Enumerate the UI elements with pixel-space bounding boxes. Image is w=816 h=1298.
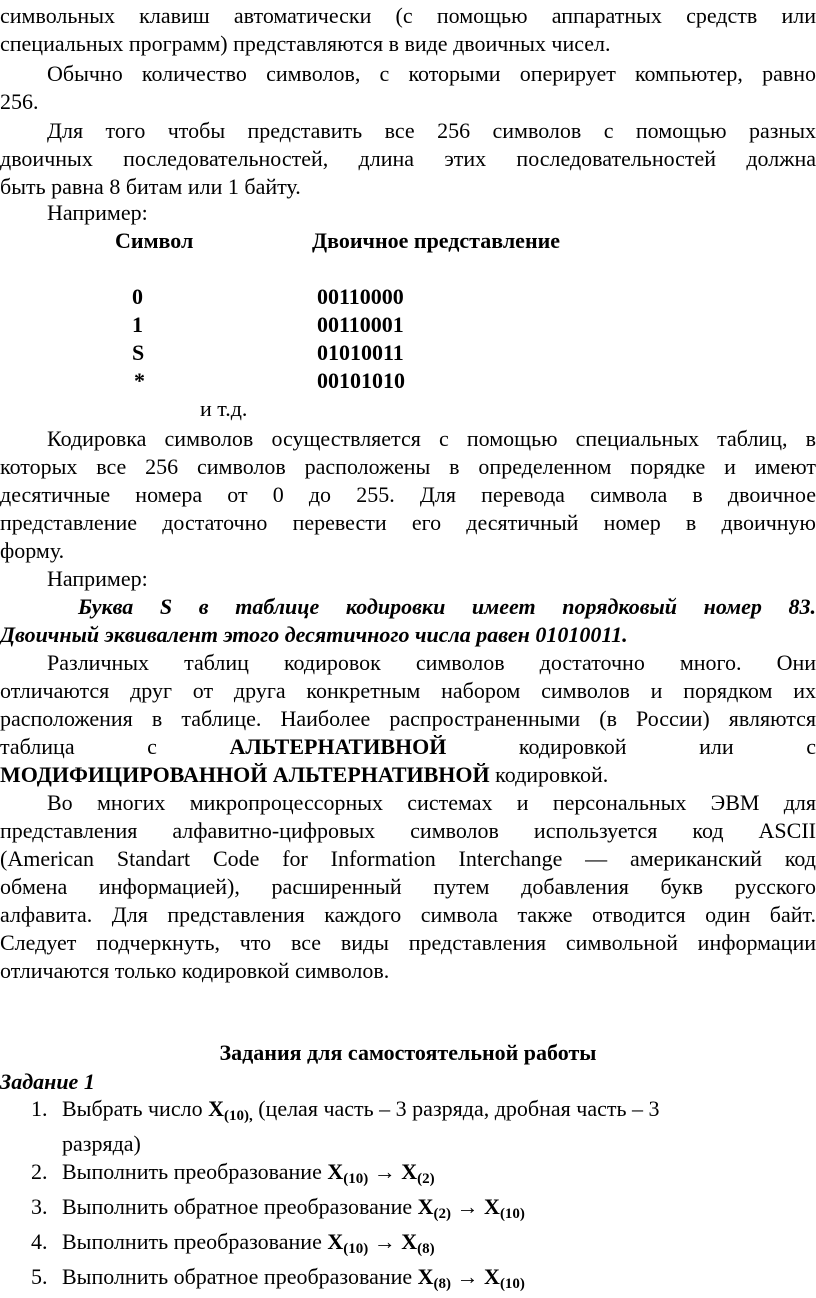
text-line: Различных таблиц кодировок символов достаточно много. Они xyxy=(47,650,816,675)
table-row-symbol: * xyxy=(134,368,145,393)
paragraph-ascii xyxy=(0,789,816,985)
text-line: десятичные номера от 0 до 255. Для перевода символа в двоичное xyxy=(0,482,816,507)
text-line: двоичных последовательностей, длина этих последовательностей должна xyxy=(0,146,816,171)
text-line: Во многих микропроцессорных системах и персональных ЭВМ для xyxy=(47,790,816,815)
table-row-binary: 00101010 xyxy=(317,368,405,393)
list-item: 1. Выбрать число $X_{(10),}$ (целая часть – 3 разряда, дробная часть – 3 разряда) xyxy=(31,1096,660,1156)
list-item: 3. Выполнить обратное преобразование $X_{(2)} \to X_{(10)}$ xyxy=(31,1194,525,1222)
table-row-binary: 01010011 xyxy=(317,340,404,365)
example-label: Например: xyxy=(47,200,148,225)
table-etc: и т.д. xyxy=(200,396,248,421)
text-line: быть равна 8 битам или 1 байту. xyxy=(0,174,301,199)
list-item: 4. Выполнить преобразование $X_{(10)} \to X_{(8)}$ xyxy=(31,1229,435,1257)
table-row-symbol: S xyxy=(132,340,145,365)
text-line: символьных клавиш автоматически (с помощью аппаратных средств или xyxy=(0,3,816,28)
task-title: Задание 1 xyxy=(0,1069,95,1094)
text-line: Буква S в таблице кодировки имеет порядковый номер 83. xyxy=(78,594,816,619)
paragraph-continuation xyxy=(0,2,816,58)
table-row-binary: 00110000 xyxy=(317,284,404,309)
text-line: отличаются только кодировкой символов. xyxy=(0,958,390,983)
text-line: Двоичный эквивалент этого десятичного числа равен 01010011. xyxy=(0,622,628,647)
text-line: обмена информацией), расширенный путем добавления букв русского xyxy=(0,874,816,899)
text-line: которых все 256 символов расположены в определенном порядке и имеют xyxy=(0,454,816,479)
text-line: таблица с АЛЬТЕРНАТИВНОЙ кодировкой или с xyxy=(0,734,816,759)
table-header-symbol: Символ xyxy=(115,228,194,253)
list-item: 5. Выполнить обратное преобразование $X_{(8)} \to X_{(10)}$ xyxy=(31,1264,525,1292)
table-row-binary: 00110001 xyxy=(317,312,404,337)
paragraph-encoding-tables xyxy=(0,425,816,565)
paragraph-byte-length xyxy=(0,117,816,201)
task-list xyxy=(0,1095,762,1298)
text-line: форму. xyxy=(0,538,65,563)
text-line: Для того чтобы представить все 256 символов с помощью разных xyxy=(47,118,816,143)
text-line: (American Standart Code for Information Interchange — американский код xyxy=(0,846,816,871)
paragraph-encoding-variants xyxy=(0,649,816,789)
text-line: представления алфавитно-цифровых символов используется код ASCII xyxy=(0,818,816,843)
list-item: 2. Выполнить преобразование $X_{(10)} \to X_{(2)}$ xyxy=(31,1159,435,1187)
text-line: Обычно количество символов, с которыми оперирует компьютер, равно xyxy=(47,61,816,86)
text-line: Следует подчеркнуть, что все виды представления символьной информации xyxy=(0,930,816,955)
text-line: расположения в таблице. Наиболее распространенными (в России) являются xyxy=(0,706,816,731)
table-row-symbol: 1 xyxy=(132,312,143,337)
text-line: специальных программ) представляются в виде двоичных чисел. xyxy=(0,31,611,56)
text-line: Кодировка символов осуществляется с помощью специальных таблиц, в xyxy=(47,426,816,451)
example-label: Например: xyxy=(47,566,148,591)
text-line: представление достаточно перевести его десятичный номер в двоичную xyxy=(0,510,816,535)
example-letter-s xyxy=(0,593,816,649)
text-line: МОДИФИЦИРОВАННОЙ АЛЬТЕРНАТИВНОЙ кодировкой. xyxy=(0,762,609,787)
text-line: 256. xyxy=(0,89,39,114)
section-title: Задания для самостоятельной работы xyxy=(219,1040,597,1065)
paragraph-symbol-count xyxy=(0,60,816,116)
text-line: алфавита. Для представления каждого символа также отводится один байт. xyxy=(0,902,816,927)
table-row-symbol: 0 xyxy=(132,284,143,309)
table-header-binary: Двоичное представление xyxy=(312,228,561,253)
text-line: отличаются друг от друга конкретным набором символов и порядком их xyxy=(0,678,816,703)
